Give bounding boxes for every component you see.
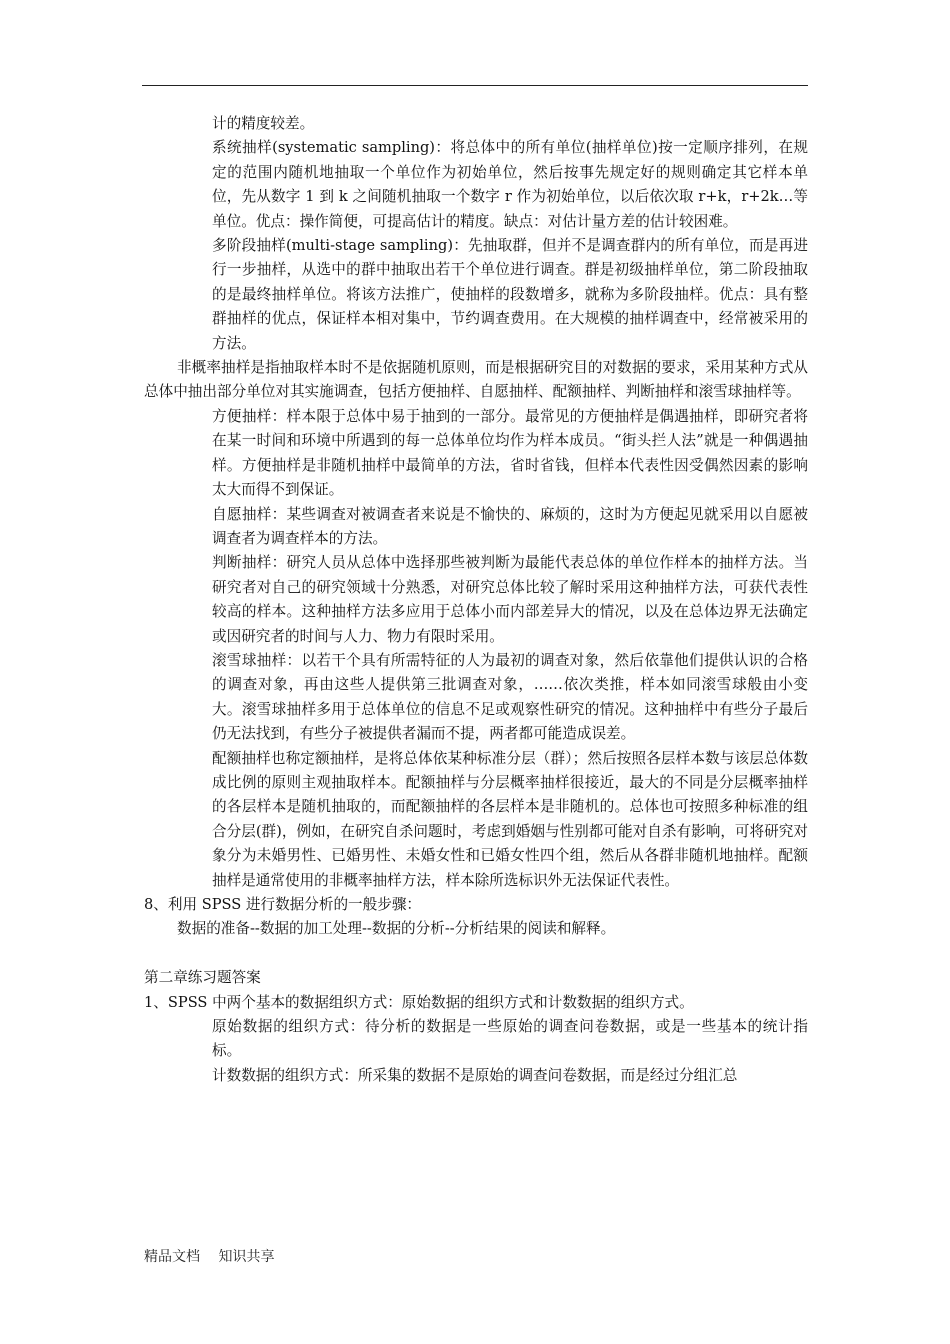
paragraph-raw-data: 原始数据的组织方式：待分析的数据是一些原始的调查问卷数据，或是一些基本的统计指标。 [212,1018,808,1060]
heading-spss-steps: 8、利用 SPSS 进行数据分析的一般步骤： [144,896,422,913]
footer-right: 知识共享 [218,1249,275,1265]
spacer [144,942,808,966]
paragraph-multistage-sampling: 多阶段抽样(multi-stage sampling)：先抽取群，但并不是调查群内的所有单位，而是再进行一步抽样，从选中的群中抽取出若干个单位进行调查。群是初级抽样单位，第二阶段抽取的是最终抽样单位。将该方法推广，使抽样的段数增多，就称为多阶段抽样。优点：具有整群抽样的优点，保证样本相对集中，节约调查费用。在大规模的抽样调查中，经常被采用的方法。 [212,237,808,352]
paragraph-count-data: 计数数据的组织方式：所采集的数据不是原始的调查问卷数据，而是经过分组汇总 [212,1066,738,1084]
paragraph-nonprobability-sampling: 非概率抽样是指抽取样本时不是依据随机原则，而是根据研究目的对数据的要求，采用某种方式从总体中抽出部分单位对其实施调查，包括方便抽样、自愿抽样、配额抽样、判断抽样和滚雪球抽样等。 [144,359,808,401]
paragraph-convenience-sampling: 方便抽样：样本限于总体中易于抽到的一部分。最常见的方便抽样是偶遇抽样，即研究者将在某一时间和环境中所遇到的每一总体单位均作为样本成员。“街头拦人法”就是一种偶遇抽样。方便抽样是非随机抽样中最简单的方法，省时省钱，但样本代表性因受偶然因素的影响太大而得不到保证。 [212,407,808,499]
footer-left: 精品文档 [144,1249,200,1265]
paragraph-quota-sampling: 配额抽样也称定额抽样，是将总体依某种标准分层（群）；然后按照各层样本数与该层总体数成比例的原则主观抽取样本。配额抽样与分层概率抽样很接近，最大的不同是分层概率抽样的各层样本是随机抽取的，而配额抽样的各层样本是非随机的。总体也可按照多种标准的组合分层(群)，例如，在研究自杀问题时，考虑到婚姻与性别都可能对自杀有影响，可将研究对象分为未婚男性、已婚男性、未婚女性和已婚女性四个组，然后从各群非随机地抽样。配额抽样是通常使用的非概率抽样方法，样本除所选标识外无法保证代表性。 [212,749,808,889]
chapter-title: 第二章练习题答案 [144,969,261,987]
paragraph-snowball-sampling: 滚雪球抽样：以若干个具有所需特征的人为最初的调查对象，然后依靠他们提供认识的合格的调查对象，再由这些人提供第三批调查对象，……依次类推，样本如同滚雪球般由小变大。滚雪球抽样多用于总体单位的信息不足或观察性研究的情况。这种抽样中有些分子最后仍无法找到，有些分子被提供者漏而不提，两者都可能造成误差。 [212,651,808,743]
heading-data-organization: 1、SPSS 中两个基本的数据组织方式：原始数据的组织方式和计数数据的组织方式。 [144,993,694,1011]
paragraph: 计的精度较差。 [212,115,315,132]
header-rule [142,85,808,86]
document-body [144,112,808,1088]
paragraph-judgment-sampling: 判断抽样：研究人员从总体中选择那些被判断为最能代表总体的单位作样本的抽样方法。当研究者对自己的研究领域十分熟悉，对研究总体比较了解时采用这种抽样方法，可获代表性较高的样本。这种抽样方法多应用于总体小而内部差异大的情况，以及在总体边界无法确定或因研究者的时间与人力、物力有限时采用。 [212,554,808,645]
page-footer [144,1246,288,1266]
paragraph-spss-steps: 数据的准备--数据的加工处理--数据的分析--分析结果的阅读和解释。 [177,920,616,938]
paragraph-voluntary-sampling: 自愿抽样：某些调查对被调查者来说是不愉快的、麻烦的，这时为方便起见就采用以自愿被调查者为调查样本的方法。 [212,505,808,547]
paragraph-systematic-sampling: 系统抽样(systematic sampling)：将总体中的所有单位(抽样单位)按一定顺序排列，在规定的范围内随机地抽取一个单位作为初始单位，然后按事先规定好的规则确定其它样本单位，先从数字 1 到 k 之间随机抽取一个数字 r 作为初始单位，以后依次取 r+k，r+2k…等单位。优点：操作简便，可提高估计的精度。缺点：对估计量方差的估计较困难。 [212,139,808,230]
